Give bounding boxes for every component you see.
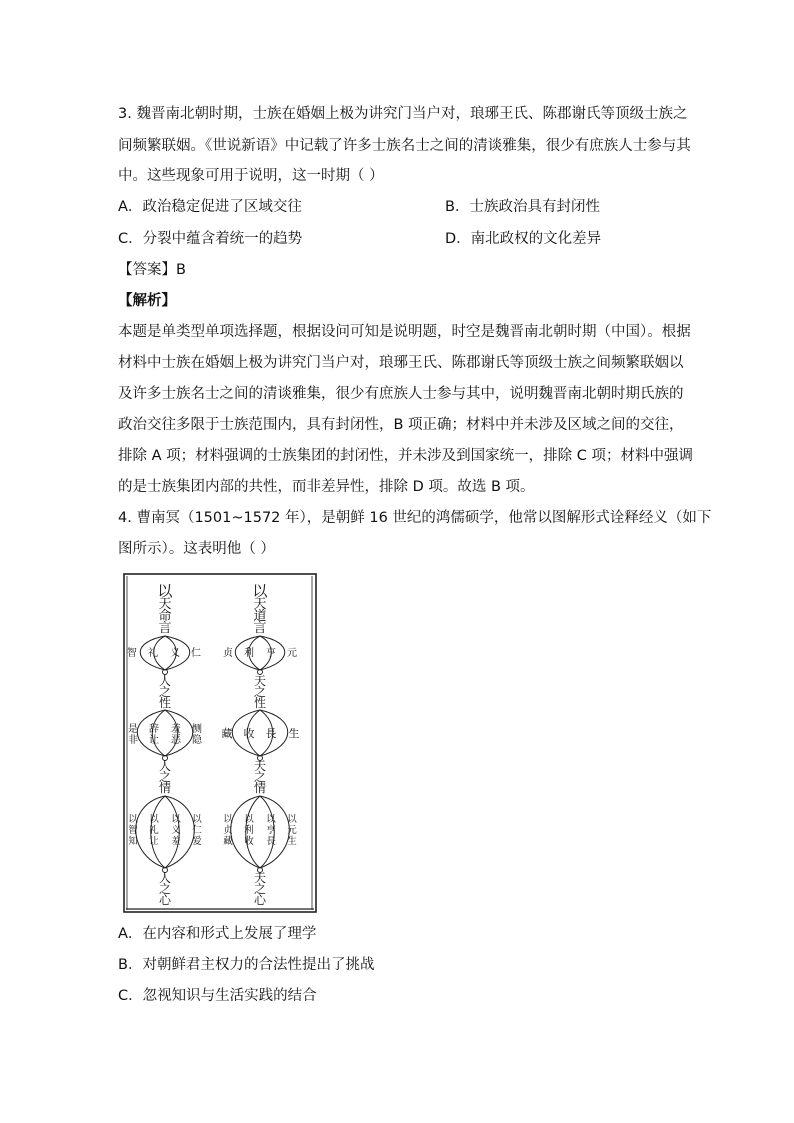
q3-answer: 【答案】B (118, 262, 186, 278)
right-node1-char-3: 性 (253, 696, 267, 710)
svg-text:以: 以 (244, 814, 254, 825)
svg-text:礼: 礼 (149, 825, 159, 836)
left-node2-char-2: 之 (158, 770, 172, 784)
right-node2-char-1: 天 (253, 759, 267, 773)
q4-option-a: A．在内容和形式上发展了理学 (118, 926, 317, 942)
left-bottom-char-3: 心 (158, 893, 172, 907)
q4-option-b: B．对朝鲜君主权力的合法性提出了挑战 (118, 957, 375, 973)
right-node2-char-2: 之 (253, 770, 267, 784)
q3-analysis-line-6: 的是士族集团内部的共性，而非差异性，排除 D 项。故选 B 项。 (118, 479, 535, 495)
right-ring1-char-1: 贞 (223, 648, 233, 659)
left-ring1-char-2: 礼 (148, 648, 158, 659)
right-bottom-char-1: 天 (253, 871, 267, 885)
left-bottom-char-1: 人 (158, 871, 172, 885)
left-top-char-2: 天 (158, 597, 172, 612)
svg-text:收: 收 (244, 836, 254, 847)
right-ring1-char-2: 利 (244, 648, 254, 659)
left-ring2-text-2-b: 让 (149, 735, 159, 746)
right-top-char-2: 天 (253, 597, 267, 612)
q3-option-a: A．政治稳定促进了区域交往 (118, 199, 302, 215)
right-node1-char-2: 之 (253, 685, 267, 699)
q3-stem-line-3: 中。这些现象可用于说明，这一时期（ ） (118, 168, 384, 184)
left-ring2-text-4-a: 恻 (192, 724, 202, 735)
left-ring2-text-4-b: 隐 (192, 735, 202, 746)
right-ring2-char-4: 生 (288, 727, 300, 740)
right-top-char-1: 以 (252, 582, 268, 600)
svg-text:羞: 羞 (171, 836, 181, 847)
left-ring1-char-4: 仁 (191, 648, 201, 659)
left-ring2-text-1-a: 是 (128, 724, 138, 735)
svg-text:亨: 亨 (266, 825, 276, 836)
left-diagram-column (127, 582, 203, 907)
left-node2-char-3: 情 (158, 781, 172, 795)
svg-text:义: 义 (171, 825, 181, 836)
q3-option-b: B．士族政治具有封闭性 (445, 199, 600, 215)
q3-option-c: C．分裂中蕴含着统一的趋势 (118, 231, 303, 247)
q4-stem-line-2: 图所示）。这表明他（ ） (118, 541, 275, 557)
q3-stem-line-2: 间频繁联姻。《世说新语》中记载了许多士族名士之间的清谈雅集，很少有庶族人士参与其 (118, 138, 691, 154)
svg-text:以: 以 (128, 814, 138, 825)
svg-text:生: 生 (287, 836, 297, 847)
svg-text:以: 以 (223, 814, 233, 825)
q3-stem-line-1: 3. 魏晋南北朝时期，士族在婚姻上极为讲究门当户对，琅琊王氏、陈郡谢氏等顶级士族之 (118, 106, 688, 122)
right-node1-char-1: 天 (253, 674, 267, 688)
q3-analysis-line-4: 政治交往多限于士族范围内，具有封闭性，B 项正确；材料中并未涉及区域之间的交往， (118, 417, 684, 433)
right-top-char-3: 道 (253, 609, 267, 624)
left-ring2-text-3-b: 恶 (171, 735, 181, 746)
svg-text:以: 以 (149, 814, 159, 825)
svg-text:以: 以 (192, 814, 202, 825)
q3-analysis-label: 【解析】 (118, 293, 176, 309)
left-node1-char-1: 人 (158, 674, 172, 688)
right-ring2-char-3: 長 (265, 727, 277, 740)
svg-text:爱: 爱 (192, 836, 202, 847)
left-node2-char-1: 人 (158, 759, 172, 773)
left-node1-char-2: 之 (158, 685, 172, 699)
left-ring1-char-1: 智 (127, 648, 137, 659)
q3-analysis-line-1: 本题是单类型单项选择题，根据设问可知是说明题，时空是魏晋南北朝时期（中国）。根据 (118, 324, 691, 340)
svg-text:藏: 藏 (223, 836, 233, 847)
right-ring2-char-1: 藏 (221, 727, 233, 740)
svg-text:知: 知 (128, 836, 138, 847)
q4-option-c: C．忽视知识与生活实践的结合 (118, 988, 317, 1004)
svg-text:以: 以 (287, 814, 297, 825)
right-bottom-char-3: 心 (253, 893, 267, 907)
classics-diagram-figure (122, 572, 318, 914)
q4-stem-line-1: 4. 曹南冥（1501~1572 年），是朝鲜 16 世纪的鸿儒硕学，他常以图解形式诠释经义（如下 (118, 510, 712, 526)
right-ring1-char-3: 亨 (266, 648, 276, 659)
left-ring2-text-3-a: 羞 (171, 724, 181, 735)
right-ring2-char-2: 收 (243, 727, 255, 740)
svg-text:以: 以 (266, 814, 276, 825)
q3-analysis-line-2: 材料中士族在婚姻上极为讲究门当户对，琅琊王氏、陈郡谢氏等顶级士族之间频繁联姻以 (118, 355, 684, 371)
q3-option-d: D．南北政权的文化差异 (445, 231, 602, 247)
q3-analysis-line-3: 及许多士族名士之间的清谈雅集，很少有庶族人士参与其中，说明魏晋南北朝时期氏族的 (118, 386, 684, 402)
right-node2-char-3: 情 (253, 781, 267, 795)
svg-text:長: 長 (266, 836, 276, 847)
left-ring1-char-3: 义 (170, 648, 180, 659)
left-node1-char-3: 性 (158, 696, 172, 710)
q3-analysis-line-5: 排除 A 项；材料强调的士族集团的封闭性，并未涉及到国家统一，排除 C 项；材料中强调 (118, 448, 693, 464)
svg-text:以: 以 (171, 814, 181, 825)
left-ring2-text-1-b: 非 (128, 735, 138, 746)
svg-text:利: 利 (244, 825, 254, 836)
left-top-char-1: 以 (157, 582, 173, 600)
left-ring2-text-2-a: 辞 (149, 724, 159, 735)
svg-text:元: 元 (287, 825, 297, 836)
svg-text:智: 智 (128, 825, 138, 836)
svg-text:仁: 仁 (192, 825, 202, 836)
right-diagram-column (222, 582, 300, 907)
left-top-char-4: 言 (158, 621, 172, 636)
left-bottom-char-2: 之 (158, 882, 172, 896)
right-bottom-char-2: 之 (253, 882, 267, 896)
svg-text:贞: 贞 (223, 825, 233, 836)
right-ring1-char-4: 元 (287, 648, 297, 659)
left-top-char-3: 命 (158, 609, 172, 624)
right-top-char-4: 言 (253, 621, 267, 636)
svg-text:让: 让 (149, 836, 159, 847)
